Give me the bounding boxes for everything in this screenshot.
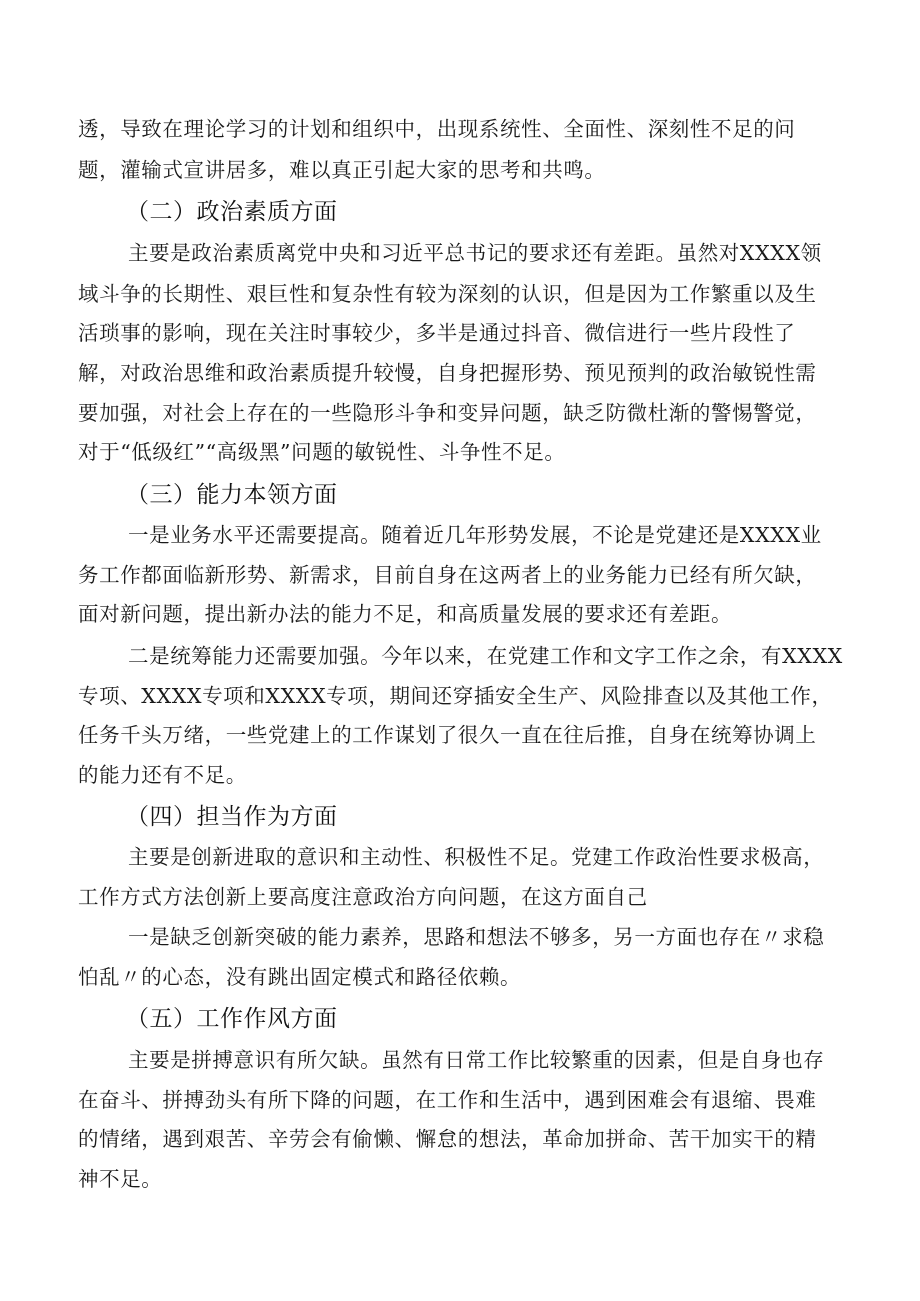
paragraph-2-line-3: 活琐事的影响，现在关注时事较少，多半是通过抖音、微信进行一些片段性了 [78,321,796,345]
paragraph-5-line-2: 在奋斗、拼搏劲头有所下降的问题，在工作和生活中，遇到困难会有退缩、畏难 [78,1088,817,1112]
section-heading-responsibility: （四）担当作为方面 [126,804,338,830]
section-heading-political-quality: （二）政治素质方面 [126,199,338,225]
paragraph-1-line-2: 题，灌输式宣讲居多，难以真正引起大家的思考和共鸣。 [78,158,606,182]
paragraph-4a-line-1: 主要是创新进取的意识和主动性、积极性不足。党建工作政治性要求极高， [128,845,825,869]
paragraph-2-line-5: 要加强，对社会上存在的一些隐形斗争和变异问题，缺乏防微杜渐的警惕警觉， [78,401,817,425]
paragraph-3b-line-1: 二是统筹能力还需要加强。今年以来，在党建工作和文字工作之余，有XXXX [128,644,843,668]
paragraph-3b-line-4: 的能力还有不足。 [78,763,247,787]
paragraph-3b-line-3: 任务千头万绪，一些党建上的工作谋划了很久一直在往后推，自身在统筹协调上 [78,723,817,747]
paragraph-3a-line-2: 务工作都面临新形势、新需求，目前自身在这两者上的业务能力已经有所欠缺， [78,563,817,587]
paragraph-5-line-4: 神不足。 [78,1167,163,1191]
paragraph-2-line-4: 解，对政治思维和政治素质提升较慢，自身把握形势、预见预判的政治敏锐性需 [78,361,817,385]
paragraph-4a-line-2: 工作方式方法创新上要高度注意政治方向问题，在这方面自己 [78,885,648,909]
paragraph-3a-line-3: 面对新问题，提出新办法的能力不足，和高质量发展的要求还有差距。 [78,602,733,626]
paragraph-2-line-2: 域斗争的长期性、艰巨性和复杂性有较为深刻的认识，但是因为工作繁重以及生 [78,282,817,306]
paragraph-2-line-1: 主要是政治素质离党中央和习近平总书记的要求还有差距。虽然对XXXX领 [128,241,822,265]
paragraph-1-line-1: 透，导致在理论学习的计划和组织中，出现系统性、全面性、深刻性不足的问 [78,117,796,141]
paragraph-5-line-1: 主要是拼搏意识有所欠缺。虽然有日常工作比较繁重的因素，但是自身也存 [128,1048,825,1072]
paragraph-4b-line-1: 一是缺乏创新突破的能力素养，思路和想法不够多，另一方面也存在〃求稳 [128,925,825,949]
paragraph-3b-line-2: 专项、XXXX专项和XXXX专项，期间还穿插安全生产、风险排查以及其他工作， [78,684,833,708]
section-heading-work-style: （五）工作作风方面 [126,1006,338,1032]
paragraph-5-line-3: 的情绪，遇到艰苦、辛劳会有偷懒、懈怠的想法，革命加拼命、苦干加实干的精 [78,1127,817,1151]
paragraph-2-line-6: 对于“低级红”“高级黑”问题的敏锐性、斗争性不足。 [78,440,566,464]
section-heading-ability: （三）能力本领方面 [126,482,338,508]
paragraph-4b-line-2: 怕乱〃的心态，没有跳出固定模式和路径依赖。 [78,965,522,989]
paragraph-3a-line-1: 一是业务水平还需要提高。随着近几年形势发展，不论是党建还是XXXX业 [128,523,822,547]
